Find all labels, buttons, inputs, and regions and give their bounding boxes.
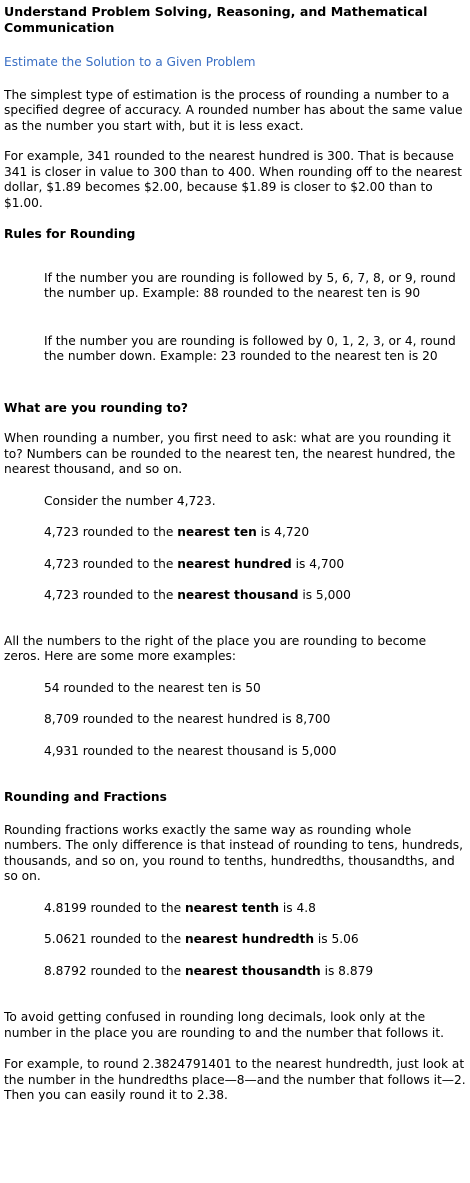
example-text: is 4,720 <box>256 525 310 539</box>
example-bold: nearest hundredth <box>185 932 315 946</box>
section-subtitle: Estimate the Solution to a Given Problem <box>4 55 256 69</box>
decimals-example-paragraph: For example, to round 2.3824791401 to the nearest hundredth, just look at the number in the hundredths place—8—and the number that follows it—2. Then you can easily round it to 2.38. <box>4 1057 466 1102</box>
more-example: 4,931 rounded to the nearest thousand is 5,000 <box>44 743 337 758</box>
example-bold: nearest thousand <box>177 588 299 602</box>
page-title: Understand Problem Solving, Reasoning, and Mathematical Communication <box>4 4 428 35</box>
example-text: 4.8199 rounded to the <box>44 900 185 915</box>
rule-round-up: If the number you are rounding is followed by 5, 6, 7, 8, or 9, round the number up. Example: 88 rounded to the nearest ten is 90 <box>44 270 456 300</box>
more-example: 8,709 rounded to the nearest hundred is 8,700 <box>44 712 331 726</box>
zeros-paragraph: All the numbers to the right of the place you are rounding to become zeros. Here are some more examples: <box>4 633 427 663</box>
example-text: 4,723 rounded to the <box>44 556 178 571</box>
example-bold: nearest thousandth <box>185 963 321 978</box>
example-text: is 5.06 <box>314 932 359 946</box>
fractions-paragraph: Rounding fractions works exactly the same way as rounding whole numbers. The only difference is that instead of rounding to tens, hundreds, thousands, and so on, you round to tenths, hundredths, thousandths, and so on. <box>4 822 464 883</box>
rule-round-down: If the number you are rounding is followed by 0, 1, 2, 3, or 4, round the number down. Example: 23 rounded to the nearest ten is 20 <box>44 333 456 363</box>
example-text: 4,723 rounded to the <box>44 525 178 539</box>
fractions-heading: Rounding and Fractions <box>4 790 167 804</box>
place-example <box>44 588 466 604</box>
what-paragraph: When rounding a number, you first need to ask: what are you rounding it to? Numbers can be rounded to the nearest ten, the nearest hundred, the nearest thousand, and so on. <box>4 431 456 476</box>
example-text: 4,723 rounded to the <box>44 588 178 602</box>
place-example <box>44 525 466 541</box>
fraction-example <box>44 901 466 917</box>
fraction-example <box>44 964 466 980</box>
place-example <box>44 557 466 573</box>
example-text: 5.0621 rounded to the <box>44 932 185 946</box>
what-heading: What are you rounding to? <box>4 400 188 415</box>
example-bold: nearest hundred <box>177 556 292 571</box>
intro-paragraph-2: For example, 341 rounded to the nearest hundred is 300. That is because 341 is closer in value to 300 than to 400. When rounding off to the nearest dollar, $1.89 becomes $2.00, because $1.89 is closer to $2.00 than to $1.00. <box>4 149 462 210</box>
example-bold: nearest ten <box>177 525 257 539</box>
decimals-tip-paragraph: To avoid getting confused in rounding long decimals, look only at the number in the place you are rounding to and the number that follows it. <box>4 1010 444 1040</box>
example-text: is 8.879 <box>320 963 374 978</box>
example-text: is 5,000 <box>298 588 351 602</box>
example-bold: nearest tenth <box>185 900 280 915</box>
fraction-example <box>44 932 466 948</box>
example-text: 8.8792 rounded to the <box>44 963 185 978</box>
example-text: is 4.8 <box>279 900 316 915</box>
intro-paragraph-1: The simplest type of estimation is the process of rounding a number to a specified degree of accuracy. A rounded number has about the same value as the number you start with, but it is less exact. <box>4 87 463 133</box>
rules-heading: Rules for Rounding <box>4 227 136 241</box>
more-example: 54 rounded to the nearest ten is 50 <box>44 680 261 695</box>
example-text: is 4,700 <box>291 556 345 571</box>
consider-line: Consider the number 4,723. <box>44 493 216 508</box>
